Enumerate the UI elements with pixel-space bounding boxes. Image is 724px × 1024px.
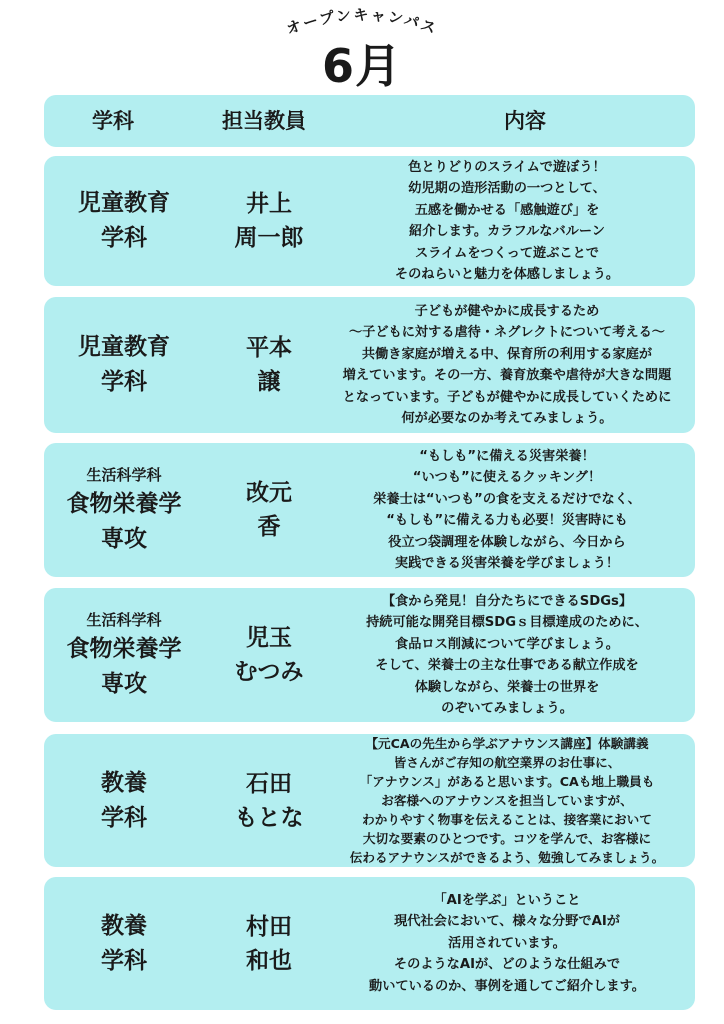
- header-teacher: 担当教員: [222, 109, 306, 133]
- dept-cell: [44, 443, 204, 577]
- table-row: [44, 297, 695, 433]
- content-text: 子どもが健やかに成長するため ～子どもに対する虐待・ネグレクトについて考える～ 共働き家庭が増える中、保育所の利用する家庭が 増えています。その一方、養育放棄や虐待が大きな問題 となっています。子どもが健やかに成長していくために 何が必要なのか考えてみましょう。: [342, 303, 672, 426]
- table-row: [44, 443, 695, 577]
- teacher-name: 村田 和也: [246, 913, 292, 974]
- dept-name: 教養 学科: [101, 769, 147, 831]
- teacher-name: 石田 もとな: [234, 770, 304, 831]
- teacher-name: 平本 譲: [246, 335, 292, 395]
- dept-subtitle: 生活科学科: [86, 465, 162, 484]
- teacher-name: 改元 香: [246, 480, 292, 540]
- content-text: 【食から発見！自分たちにできるSDGs】 持続可能な開発目標SDGｓ目標達成のために、 食品ロス削減について学びましょう。 そして、栄養士の主な仕事である献立作成を 体験しながら、栄養士の世界を のぞいてみましょう。: [366, 593, 648, 716]
- dept-name: 食物栄養学 専攻: [66, 490, 182, 552]
- dept-name: 児童教育 学科: [78, 190, 170, 251]
- content-text: 【元CAの先生から学ぶアナウンス講座】体験講義 皆さんがご存知の航空業界のお仕事に、 「アナウンス」があると思います。CAも地上職員も お客様へのアナウンスを担当していますが、 わかりやすく物事を伝えることは、接客業において 大切な要素のひとつです。コツを学んで、お客様に 伝わるアナウンスができるよう、勉強してみましょう。: [349, 736, 665, 865]
- dept-cell: [44, 734, 204, 867]
- table-row: [44, 156, 695, 286]
- content-text: 色とりどりのスライムで遊ぼう！ 幼児期の造形活動の一つとして、 五感を働かせる「感触遊び」を 紹介します。カラフルなバルーン スライムをつくって遊ぶことで そのねらいと魅力を体感しましょう。: [394, 159, 620, 282]
- content-text: “もしも”に備える災害栄養！ “いつも”に使えるクッキング！ 栄養士は“いつも”の食を支えるだけでなく、 “もしも”に備える力も必要！災害時にも 役立つ袋調理を体験しながら、今日から 実践できる災害栄養を学びましょう！: [373, 448, 641, 571]
- dept-subtitle: 生活科学科: [86, 610, 162, 629]
- dept-name: 教養 学科: [101, 912, 147, 974]
- dept-cell: [44, 156, 204, 286]
- dept-cell: [44, 588, 204, 722]
- dept-name: 食物栄養学 専攻: [66, 635, 182, 697]
- header-dept: 学科: [92, 109, 134, 133]
- table-header: [44, 95, 695, 147]
- dept-name: 児童教育 学科: [78, 334, 170, 395]
- teacher-name: 児玉 むつみ: [234, 625, 304, 685]
- table-row: [44, 877, 695, 1010]
- table-row: [44, 588, 695, 722]
- header-content: 内容: [504, 109, 546, 133]
- dept-cell: [44, 297, 204, 433]
- teacher-name: 井上 周一郎: [234, 191, 304, 251]
- dept-cell: [44, 877, 204, 1010]
- table-row: [44, 734, 695, 867]
- arc-title-text: オープンキャンパス: [283, 5, 441, 39]
- content-text: 「AIを学ぶ」ということ 現代社会において、様々な分野でAIが 活用されています。 そのようなAIが、どのような仕組みで 動いているのか、事例を通してご紹介します。: [369, 892, 645, 994]
- month-title: 6月: [321, 39, 402, 93]
